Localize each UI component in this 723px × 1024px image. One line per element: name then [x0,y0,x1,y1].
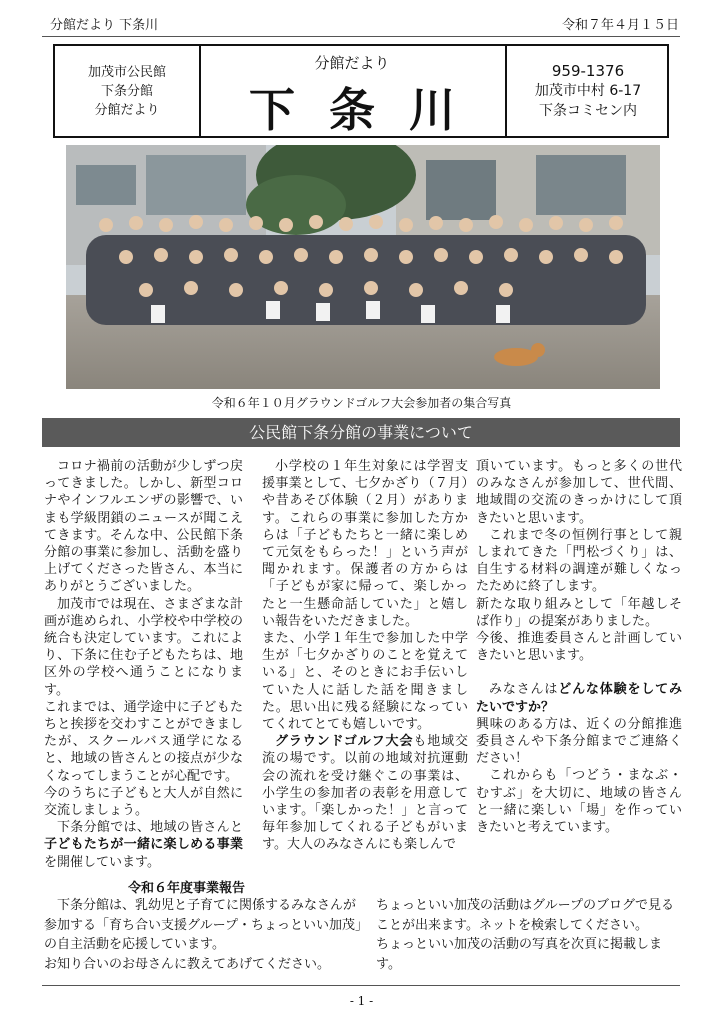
paragraph: ちょっといい加茂の活動の写真を次頁に掲載します。 [376,937,663,972]
paragraph: 興味のある方は、近くの分館推進委員さんや下条分館までご連絡ください！ [476,716,682,767]
masthead [53,44,669,138]
article-column-1 [44,458,243,871]
masthead-subtitle: 分館だより [314,54,390,72]
report-right [376,896,676,974]
text-run: 下条分館では、地域の皆さんと [57,820,243,836]
paragraph: 今後、推進委員さんと計画していきたいと思います。 [476,631,682,664]
section-heading: 公民館下条分館の事業について [42,418,680,447]
emphasis-text: 子どもたちが一緒に楽しめる事業 [44,837,243,853]
paragraph: 新たな取り組みとして「年越しそば作り」の提案がありました。 [476,596,682,629]
photo-caption: 令和６年１０月グラウンドゴルフ大会参加者の集合写真 [211,396,512,410]
issue-date: 令和７年４月１５日 [561,18,679,33]
paragraph: 小学校の１年生対象には学習支援事業として、七夕かざり（７月）や昔あそび体験（２月）があります。これらの事業に参加した方からは「子どもたちと一緒に楽しめて元気をもらった！」という声が聞かれます。保護者の方からは「子どもが家に帰って、楽しかったと一生懸命話していた」と嬉しい報告をいただきました。 [262,459,468,629]
article-column-3 [476,458,682,836]
page-number: - 1 - [349,994,374,1008]
text-run: みなさんは [489,682,559,698]
running-header-left: 分館だより 下条川 [50,18,159,33]
address-line: 加茂市中村 6-17 [534,83,642,99]
paragraph: また、小学１年生で参加した中学生が「七夕かざりのことを覚えている」と、そのときにお手伝いしていた人に話した話を聞きました。思い出に残る経験になっていてくれてとても嬉しいです。 [262,631,468,733]
text-run: も地域交流の場です。以前の地域対抗運動会の流れを受け継ぐこの事業は、小学生の参加者の表彰を用意しています。「楽しかった！」と言って毎年参加してくれる子どもがいます。大人のみなさんにも楽しんで [262,734,468,853]
publisher-line-2: 下条分館 [100,83,153,99]
paragraph: 今のうちに子どもと大人が自然に交流しましょう。 [44,785,243,819]
group-photo [66,145,660,389]
postal-code: 959-1376 [551,62,625,80]
masthead-address [505,46,669,136]
paragraph: これまで冬の恒例行事として親しまれてきた「門松づくり」は、自生する材料の調達が難しくなったために終了します。 [476,527,682,595]
paragraph: ちょっといい加茂の活動はグループのブログで見ることが出来ます。ネットを検索してください。 [376,898,674,933]
emphasis-text: どんな体験をしてみたいですか？ [476,682,682,715]
article-column-2 [262,458,468,854]
paragraph: お知り合いのお母さんに教えてあげてください。 [44,956,331,972]
paragraph [476,681,682,715]
spacer [476,664,682,681]
masthead-publisher [55,46,201,136]
footer-rule [42,985,680,986]
paragraph: コロナ禍前の活動が少しずつ戻ってきました。しかし、新型コロナやインフルエンザの影響で、いまも学級閉鎖のニュースが聞こえてきます。そんな中、公民館下条分館の事業に参加し、活動を盛り上げてくださった皆さん、本当にありがとうございました。 [44,459,243,595]
text-run: を開催しています。 [44,854,160,870]
paragraph: 下条分館は、乳幼児と子育てに関係するみなさんが参加する「育ち合い支援グループ・ちょっといい加茂」の自主活動を応援しています。 [44,898,362,952]
paragraph [44,819,243,871]
publisher-line-1: 加茂市公民館 [87,64,166,80]
paragraph: 加茂市では現在、さまざまな計画が進められ、小学校や中学校の統合も決定しています。これにより、下条に住む子どもたちは、地区外の学校へ通うことになります。 [44,596,243,698]
office-line: 下条コミセン内 [539,103,637,119]
publisher-line-3: 分館だより [94,102,160,118]
masthead-title-box [199,46,505,136]
report-left [44,896,362,974]
paragraph: これからも「つどう・まなぶ・むすぶ」を大切に、地域の皆さんと一緒に楽しい「場」を作っていきたいと考えています。 [476,768,682,836]
paragraph: これまでは、通学途中に子どもたちと挨拶を交わすことができましたが、スクールバス通学になると、地域の皆さんとの接点が少なくなってしまうことが心配です。 [44,699,243,784]
header-rule [42,36,680,37]
paragraph [262,733,468,853]
emphasis-text: グラウンドゴルフ大会 [275,734,414,750]
newsletter-title: 下条川 [249,83,489,137]
report-heading: 令和６年度事業報告 [128,881,246,896]
paragraph: 頂いています。もっと多くの世代のみなさんが参加して、世代間、地域間の交流のきっかけにして頂きたいと思います。 [476,459,682,526]
